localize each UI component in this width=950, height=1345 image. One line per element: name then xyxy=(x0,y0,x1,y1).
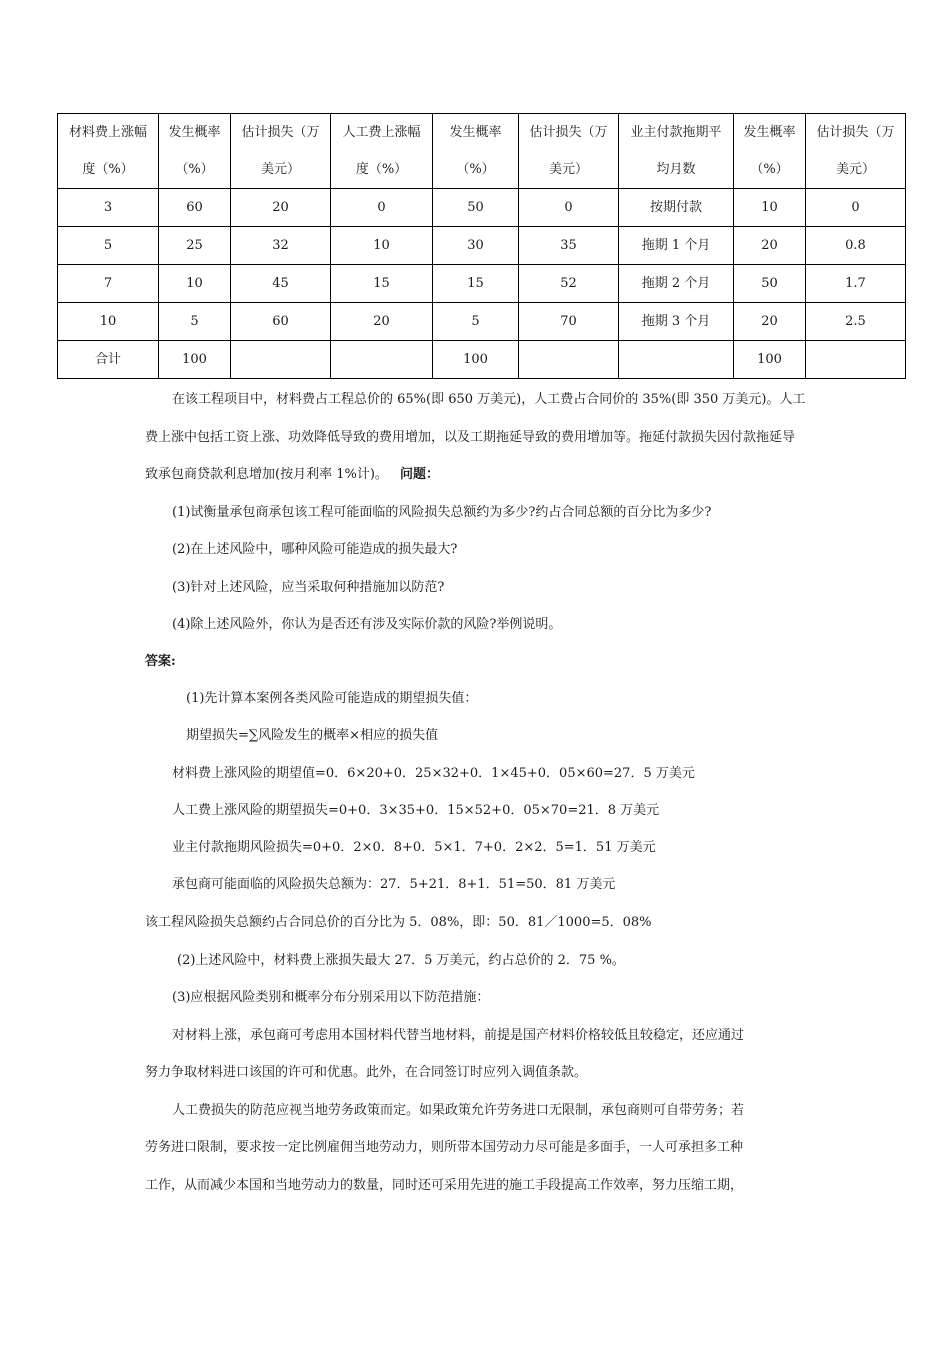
table-cell: 5 xyxy=(433,303,519,341)
table-cell: 10 xyxy=(331,227,433,265)
table-cell: 45 xyxy=(231,265,331,303)
table-cell: 5 xyxy=(159,303,231,341)
header-cell: 业主付款拖期平均月数 xyxy=(619,114,734,189)
intro-text: 致承包商贷款利息增加(按月利率 1%计)。 xyxy=(145,467,388,482)
header-cell: 发生概率（%） xyxy=(734,114,806,189)
header-cell: 发生概率（%） xyxy=(159,114,231,189)
measure-labor-line: 劳务进口限制，要求按一定比例雇佣当地劳动力，则所带本国劳动力尽可能是多面手，一人可承担多工种 xyxy=(145,1140,744,1155)
table-cell: 0 xyxy=(519,189,619,227)
table-cell: 5 xyxy=(58,227,159,265)
table-cell: 拖期 3 个月 xyxy=(619,303,734,341)
table-cell: 2.5 xyxy=(806,303,906,341)
table-cell: 100 xyxy=(734,341,806,379)
table-total-row xyxy=(58,341,906,379)
table-cell: 60 xyxy=(159,189,231,227)
table-cell: 60 xyxy=(231,303,331,341)
header-cell: 估计损失（万美元） xyxy=(519,114,619,189)
question-label: 问题： xyxy=(400,467,440,482)
table-cell: 25 xyxy=(159,227,231,265)
table-cell: 50 xyxy=(433,189,519,227)
question-2: (2)在上述风险中，哪种风险可能造成的损失最大? xyxy=(172,542,458,557)
answer-2: (2)上述风险中，材料费上涨损失最大 27．5 万美元，约占总价的 2．75 %。 xyxy=(177,953,625,968)
table-cell: 52 xyxy=(519,265,619,303)
table-cell: 70 xyxy=(519,303,619,341)
answer-label: 答案: xyxy=(145,654,176,669)
question-3: (3)针对上述风险，应当采取何种措施加以防范? xyxy=(172,580,445,595)
table-cell: 7 xyxy=(58,265,159,303)
table-row xyxy=(58,189,906,227)
table-cell: 合计 xyxy=(58,341,159,379)
table-cell: 15 xyxy=(433,265,519,303)
table-row xyxy=(58,265,906,303)
table-cell xyxy=(519,341,619,379)
table-cell: 0 xyxy=(331,189,433,227)
risk-loss-table xyxy=(57,113,906,379)
measure-labor-line: 工作，从而减少本国和当地劳动力的数量，同时还可采用先进的施工手段提高工作效率，努力压缩工期， xyxy=(145,1178,744,1193)
intro-line: 在该工程项目中，材料费占工程总价的 65%(即 650 万美元)，人工费占合同价的 35%(即 350 万美元)。人工 xyxy=(172,392,806,407)
table-row xyxy=(58,303,906,341)
answer-3: (3)应根据风险类别和概率分布分别采用以下防范措施： xyxy=(172,990,490,1005)
expected-loss-formula: 期望损失=∑风险发生的概率×相应的损失值 xyxy=(186,728,439,743)
table-cell: 1.7 xyxy=(806,265,906,303)
question-4: (4)除上述风险外，你认为是否还有涉及实际价款的风险?举例说明。 xyxy=(172,617,562,632)
header-cell: 估计损失（万美元） xyxy=(806,114,906,189)
table-cell: 20 xyxy=(734,227,806,265)
question-1: (1)试衡量承包商承包该工程可能面临的风险损失总额约为多少?约占合同总额的百分比为多少? xyxy=(172,505,712,520)
table-cell: 0.8 xyxy=(806,227,906,265)
answer-1: (1)先计算本案例各类风险可能造成的期望损失值： xyxy=(186,691,478,706)
calc-total: 承包商可能面临的风险损失总额为：27．5+21．8+1．51=50．81 万美元 xyxy=(172,877,616,892)
header-cell: 材料费上涨幅度（%） xyxy=(58,114,159,189)
table-cell: 拖期 2 个月 xyxy=(619,265,734,303)
intro-line: 费上涨中包括工资上涨、功效降低导致的费用增加，以及工期拖延导致的费用增加等。拖延付款损失因付款拖延导 xyxy=(145,430,796,445)
table-cell: 20 xyxy=(331,303,433,341)
header-cell: 估计损失（万美元） xyxy=(231,114,331,189)
table-cell xyxy=(231,341,331,379)
table-cell: 按期付款 xyxy=(619,189,734,227)
table-cell: 10 xyxy=(734,189,806,227)
intro-line xyxy=(145,466,439,484)
measure-labor-line: 人工费损失的防范应视当地劳务政策而定。如果政策允许劳务进口无限制，承包商则可自带劳务；若 xyxy=(172,1103,745,1118)
table-cell: 35 xyxy=(519,227,619,265)
measure-material-line: 努力争取材料进口该国的许可和优惠。此外，在合同签订时应列入调值条款。 xyxy=(145,1065,588,1080)
table-cell: 100 xyxy=(433,341,519,379)
header-cell: 人工费上涨幅度（%） xyxy=(331,114,433,189)
table-cell: 32 xyxy=(231,227,331,265)
calc-labor: 人工费上涨风险的期望损失=0+0．3×35+0．15×52+0．05×70=21．8 万美元 xyxy=(172,803,660,818)
table-cell: 3 xyxy=(58,189,159,227)
table-cell xyxy=(806,341,906,379)
table-cell: 10 xyxy=(159,265,231,303)
table-cell: 10 xyxy=(58,303,159,341)
table-cell: 100 xyxy=(159,341,231,379)
table-cell: 20 xyxy=(231,189,331,227)
calc-percent: 该工程风险损失总额约占合同总价的百分比为 5．08%，即：50．81／1000=5．08% xyxy=(145,915,652,930)
table-row xyxy=(58,227,906,265)
measure-material-line: 对材料上涨，承包商可考虑用本国材料代替当地材料，前提是国产材料价格较低且较稳定，还应通过 xyxy=(172,1028,745,1043)
table-cell: 50 xyxy=(734,265,806,303)
table-cell: 20 xyxy=(734,303,806,341)
table-cell xyxy=(619,341,734,379)
calc-material: 材料费上涨风险的期望值=0．6×20+0．25×32+0．1×45+0．05×60=27．5 万美元 xyxy=(172,766,695,781)
header-cell: 发生概率（%） xyxy=(433,114,519,189)
table-cell: 15 xyxy=(331,265,433,303)
table-cell: 30 xyxy=(433,227,519,265)
table-cell: 0 xyxy=(806,189,906,227)
table-header-row xyxy=(58,114,906,189)
table-cell: 拖期 1 个月 xyxy=(619,227,734,265)
calc-payment: 业主付款拖期风险损失=0+0．2×0．8+0．5×1．7+0．2×2．5=1．51 万美元 xyxy=(172,840,656,855)
table-cell xyxy=(331,341,433,379)
